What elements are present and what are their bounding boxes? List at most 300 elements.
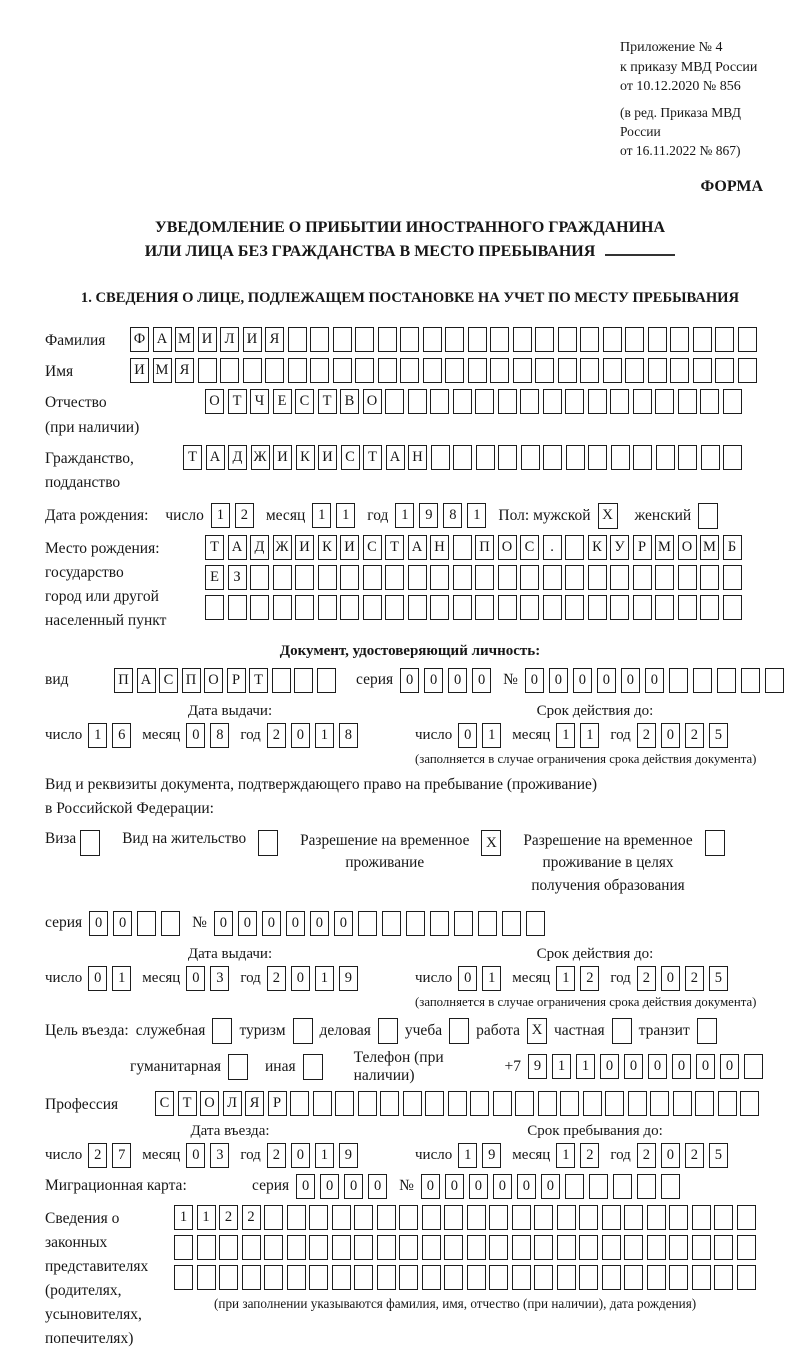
char-cell[interactable] <box>377 1265 396 1290</box>
char-cell[interactable] <box>430 595 449 620</box>
temp-residence-checkbox[interactable]: X <box>481 830 501 856</box>
char-cell[interactable] <box>444 1235 463 1260</box>
char-cell[interactable] <box>422 1265 441 1290</box>
char-cell[interactable] <box>478 911 497 936</box>
char-cell[interactable] <box>295 595 314 620</box>
char-cell[interactable] <box>408 389 427 414</box>
char-cell[interactable] <box>692 1205 711 1230</box>
char-cell[interactable] <box>717 668 736 693</box>
char-cell[interactable] <box>670 358 689 383</box>
char-cell[interactable] <box>385 389 404 414</box>
char-cell[interactable] <box>467 1205 486 1230</box>
char-cell[interactable]: 2 <box>267 723 286 748</box>
char-cell[interactable] <box>557 1205 576 1230</box>
char-cell[interactable] <box>265 358 284 383</box>
char-cell[interactable]: 0 <box>445 1174 464 1199</box>
char-cell[interactable] <box>669 1235 688 1260</box>
char-cell[interactable] <box>520 389 539 414</box>
char-cell[interactable] <box>589 1174 608 1199</box>
char-cell[interactable]: 2 <box>242 1205 261 1230</box>
char-cell[interactable]: 0 <box>696 1054 715 1079</box>
char-cell[interactable]: Ф <box>130 327 149 352</box>
char-cell[interactable]: М <box>700 535 719 560</box>
char-cell[interactable]: 8 <box>210 723 229 748</box>
char-cell[interactable]: И <box>130 358 149 383</box>
char-cell[interactable]: 0 <box>89 911 108 936</box>
char-cell[interactable]: 0 <box>296 1174 315 1199</box>
char-cell[interactable] <box>288 358 307 383</box>
char-cell[interactable] <box>445 327 464 352</box>
char-cell[interactable] <box>580 358 599 383</box>
char-cell[interactable] <box>744 1054 763 1079</box>
char-cell[interactable]: 0 <box>549 668 568 693</box>
purpose-transit-checkbox[interactable] <box>697 1018 717 1044</box>
char-cell[interactable] <box>161 911 180 936</box>
char-cell[interactable] <box>610 595 629 620</box>
char-cell[interactable] <box>377 1235 396 1260</box>
char-cell[interactable]: О <box>200 1091 219 1116</box>
char-cell[interactable] <box>355 358 374 383</box>
char-cell[interactable]: 1 <box>88 723 107 748</box>
char-cell[interactable]: 0 <box>214 911 233 936</box>
char-cell[interactable]: Р <box>227 668 246 693</box>
char-cell[interactable] <box>633 389 652 414</box>
purpose-private-checkbox[interactable] <box>612 1018 632 1044</box>
char-cell[interactable] <box>588 389 607 414</box>
char-cell[interactable] <box>493 1091 512 1116</box>
char-cell[interactable]: И <box>243 327 262 352</box>
char-cell[interactable] <box>714 1235 733 1260</box>
char-cell[interactable] <box>678 445 697 470</box>
char-cell[interactable]: 0 <box>517 1174 536 1199</box>
char-cell[interactable]: Р <box>633 535 652 560</box>
char-cell[interactable]: 0 <box>291 1143 310 1168</box>
char-cell[interactable] <box>701 445 720 470</box>
char-cell[interactable]: 0 <box>291 966 310 991</box>
char-cell[interactable]: А <box>386 445 405 470</box>
char-cell[interactable]: И <box>295 535 314 560</box>
char-cell[interactable] <box>453 535 472 560</box>
char-cell[interactable]: 0 <box>720 1054 739 1079</box>
char-cell[interactable] <box>647 1205 666 1230</box>
char-cell[interactable] <box>332 1235 351 1260</box>
char-cell[interactable]: В <box>340 389 359 414</box>
char-cell[interactable] <box>468 358 487 383</box>
char-cell[interactable] <box>264 1205 283 1230</box>
char-cell[interactable]: Т <box>205 535 224 560</box>
char-cell[interactable] <box>288 327 307 352</box>
char-cell[interactable] <box>602 1265 621 1290</box>
char-cell[interactable] <box>498 595 517 620</box>
char-cell[interactable]: 2 <box>267 1143 286 1168</box>
char-cell[interactable]: 7 <box>112 1143 131 1168</box>
char-cell[interactable]: 0 <box>113 911 132 936</box>
char-cell[interactable]: З <box>228 565 247 590</box>
char-cell[interactable] <box>737 1205 756 1230</box>
char-cell[interactable]: 1 <box>458 1143 477 1168</box>
char-cell[interactable]: 1 <box>197 1205 216 1230</box>
char-cell[interactable]: 1 <box>467 503 486 528</box>
char-cell[interactable]: Т <box>249 668 268 693</box>
char-cell[interactable]: А <box>137 668 156 693</box>
char-cell[interactable] <box>197 1265 216 1290</box>
char-cell[interactable] <box>205 595 224 620</box>
char-cell[interactable] <box>309 1265 328 1290</box>
char-cell[interactable] <box>358 911 377 936</box>
char-cell[interactable]: Т <box>178 1091 197 1116</box>
char-cell[interactable] <box>512 1265 531 1290</box>
char-cell[interactable]: 1 <box>174 1205 193 1230</box>
char-cell[interactable]: С <box>341 445 360 470</box>
char-cell[interactable] <box>453 389 472 414</box>
char-cell[interactable] <box>583 1091 602 1116</box>
char-cell[interactable] <box>220 358 239 383</box>
char-cell[interactable] <box>613 1174 632 1199</box>
char-cell[interactable] <box>741 668 760 693</box>
char-cell[interactable] <box>647 1235 666 1260</box>
char-cell[interactable]: 1 <box>482 723 501 748</box>
char-cell[interactable] <box>358 1091 377 1116</box>
char-cell[interactable] <box>430 389 449 414</box>
char-cell[interactable]: 1 <box>576 1054 595 1079</box>
char-cell[interactable]: 9 <box>339 1143 358 1168</box>
char-cell[interactable] <box>534 1205 553 1230</box>
char-cell[interactable] <box>430 911 449 936</box>
char-cell[interactable] <box>624 1265 643 1290</box>
char-cell[interactable] <box>400 358 419 383</box>
char-cell[interactable]: 0 <box>525 668 544 693</box>
char-cell[interactable] <box>430 565 449 590</box>
char-cell[interactable] <box>453 595 472 620</box>
char-cell[interactable]: А <box>206 445 225 470</box>
char-cell[interactable]: 0 <box>661 966 680 991</box>
char-cell[interactable]: М <box>655 535 674 560</box>
char-cell[interactable]: 0 <box>573 668 592 693</box>
char-cell[interactable] <box>557 1265 576 1290</box>
char-cell[interactable]: 0 <box>424 668 443 693</box>
char-cell[interactable]: М <box>153 358 172 383</box>
char-cell[interactable] <box>603 327 622 352</box>
char-cell[interactable] <box>625 358 644 383</box>
char-cell[interactable]: 8 <box>339 723 358 748</box>
char-cell[interactable]: 0 <box>88 966 107 991</box>
char-cell[interactable] <box>765 668 784 693</box>
char-cell[interactable] <box>714 1265 733 1290</box>
char-cell[interactable] <box>408 565 427 590</box>
char-cell[interactable] <box>423 358 442 383</box>
char-cell[interactable] <box>340 595 359 620</box>
char-cell[interactable]: 0 <box>448 668 467 693</box>
char-cell[interactable] <box>363 565 382 590</box>
char-cell[interactable]: 0 <box>541 1174 560 1199</box>
char-cell[interactable] <box>534 1265 553 1290</box>
char-cell[interactable]: 2 <box>235 503 254 528</box>
char-cell[interactable] <box>317 668 336 693</box>
char-cell[interactable] <box>633 445 652 470</box>
char-cell[interactable] <box>318 565 337 590</box>
char-cell[interactable] <box>475 389 494 414</box>
char-cell[interactable]: 0 <box>621 668 640 693</box>
char-cell[interactable]: Т <box>385 535 404 560</box>
char-cell[interactable] <box>579 1235 598 1260</box>
char-cell[interactable]: 2 <box>685 723 704 748</box>
char-cell[interactable] <box>498 445 517 470</box>
char-cell[interactable] <box>602 1235 621 1260</box>
char-cell[interactable]: 0 <box>624 1054 643 1079</box>
char-cell[interactable] <box>543 565 562 590</box>
char-cell[interactable]: Ж <box>251 445 270 470</box>
char-cell[interactable] <box>526 911 545 936</box>
char-cell[interactable]: 1 <box>312 503 331 528</box>
char-cell[interactable] <box>521 445 540 470</box>
char-cell[interactable] <box>399 1235 418 1260</box>
char-cell[interactable] <box>565 535 584 560</box>
char-cell[interactable] <box>610 389 629 414</box>
char-cell[interactable] <box>558 327 577 352</box>
char-cell[interactable]: 3 <box>210 966 229 991</box>
char-cell[interactable] <box>655 389 674 414</box>
char-cell[interactable] <box>448 1091 467 1116</box>
char-cell[interactable]: 1 <box>556 1143 575 1168</box>
char-cell[interactable] <box>250 595 269 620</box>
char-cell[interactable]: Е <box>273 389 292 414</box>
char-cell[interactable]: О <box>498 535 517 560</box>
char-cell[interactable] <box>309 1205 328 1230</box>
char-cell[interactable]: Я <box>175 358 194 383</box>
char-cell[interactable] <box>738 327 757 352</box>
char-cell[interactable] <box>502 911 521 936</box>
char-cell[interactable] <box>250 565 269 590</box>
char-cell[interactable] <box>444 1265 463 1290</box>
char-cell[interactable] <box>273 565 292 590</box>
char-cell[interactable] <box>512 1235 531 1260</box>
char-cell[interactable]: Т <box>363 445 382 470</box>
char-cell[interactable]: Р <box>268 1091 287 1116</box>
visa-checkbox[interactable] <box>80 830 100 856</box>
char-cell[interactable]: К <box>296 445 315 470</box>
char-cell[interactable]: И <box>318 445 337 470</box>
char-cell[interactable] <box>714 1205 733 1230</box>
char-cell[interactable] <box>453 445 472 470</box>
residence-permit-checkbox[interactable] <box>258 830 278 856</box>
char-cell[interactable]: 0 <box>320 1174 339 1199</box>
char-cell[interactable]: П <box>475 535 494 560</box>
char-cell[interactable] <box>534 1235 553 1260</box>
char-cell[interactable]: 1 <box>482 966 501 991</box>
char-cell[interactable] <box>476 445 495 470</box>
char-cell[interactable]: С <box>520 535 539 560</box>
char-cell[interactable] <box>661 1174 680 1199</box>
char-cell[interactable] <box>333 327 352 352</box>
char-cell[interactable]: 1 <box>315 723 334 748</box>
char-cell[interactable]: 6 <box>112 723 131 748</box>
char-cell[interactable] <box>333 358 352 383</box>
char-cell[interactable] <box>422 1205 441 1230</box>
char-cell[interactable] <box>625 327 644 352</box>
char-cell[interactable] <box>332 1205 351 1230</box>
char-cell[interactable] <box>400 327 419 352</box>
char-cell[interactable] <box>489 1235 508 1260</box>
char-cell[interactable]: И <box>198 327 217 352</box>
char-cell[interactable] <box>310 358 329 383</box>
char-cell[interactable] <box>468 327 487 352</box>
char-cell[interactable] <box>287 1235 306 1260</box>
purpose-business-checkbox[interactable] <box>378 1018 398 1044</box>
char-cell[interactable]: Т <box>228 389 247 414</box>
char-cell[interactable] <box>610 565 629 590</box>
char-cell[interactable]: 1 <box>580 723 599 748</box>
char-cell[interactable] <box>557 1235 576 1260</box>
char-cell[interactable] <box>650 1091 669 1116</box>
char-cell[interactable] <box>287 1205 306 1230</box>
char-cell[interactable]: А <box>153 327 172 352</box>
char-cell[interactable] <box>715 327 734 352</box>
char-cell[interactable] <box>655 595 674 620</box>
char-cell[interactable] <box>624 1205 643 1230</box>
char-cell[interactable] <box>498 389 517 414</box>
char-cell[interactable] <box>425 1091 444 1116</box>
char-cell[interactable] <box>475 595 494 620</box>
char-cell[interactable]: 0 <box>186 723 205 748</box>
char-cell[interactable] <box>512 1205 531 1230</box>
char-cell[interactable] <box>137 911 156 936</box>
char-cell[interactable] <box>588 445 607 470</box>
char-cell[interactable] <box>399 1205 418 1230</box>
char-cell[interactable] <box>219 1235 238 1260</box>
char-cell[interactable] <box>313 1091 332 1116</box>
char-cell[interactable]: 1 <box>112 966 131 991</box>
char-cell[interactable] <box>264 1265 283 1290</box>
char-cell[interactable] <box>219 1265 238 1290</box>
char-cell[interactable]: 0 <box>400 668 419 693</box>
char-cell[interactable] <box>669 1265 688 1290</box>
char-cell[interactable] <box>287 1265 306 1290</box>
char-cell[interactable]: О <box>678 535 697 560</box>
char-cell[interactable] <box>467 1235 486 1260</box>
char-cell[interactable] <box>380 1091 399 1116</box>
char-cell[interactable]: Я <box>265 327 284 352</box>
char-cell[interactable]: К <box>588 535 607 560</box>
char-cell[interactable] <box>335 1091 354 1116</box>
char-cell[interactable] <box>470 1091 489 1116</box>
char-cell[interactable] <box>565 1174 584 1199</box>
char-cell[interactable] <box>354 1205 373 1230</box>
char-cell[interactable] <box>700 595 719 620</box>
char-cell[interactable] <box>310 327 329 352</box>
char-cell[interactable] <box>535 327 554 352</box>
char-cell[interactable]: 0 <box>472 668 491 693</box>
char-cell[interactable]: М <box>175 327 194 352</box>
char-cell[interactable]: 0 <box>600 1054 619 1079</box>
char-cell[interactable] <box>740 1091 759 1116</box>
char-cell[interactable] <box>513 327 532 352</box>
char-cell[interactable] <box>382 911 401 936</box>
char-cell[interactable]: К <box>318 535 337 560</box>
char-cell[interactable]: П <box>182 668 201 693</box>
char-cell[interactable] <box>543 389 562 414</box>
char-cell[interactable]: 2 <box>637 1143 656 1168</box>
char-cell[interactable] <box>580 327 599 352</box>
char-cell[interactable] <box>340 565 359 590</box>
char-cell[interactable] <box>467 1265 486 1290</box>
char-cell[interactable] <box>692 1265 711 1290</box>
char-cell[interactable] <box>560 1091 579 1116</box>
char-cell[interactable] <box>723 389 742 414</box>
char-cell[interactable]: 1 <box>315 966 334 991</box>
char-cell[interactable]: Е <box>205 565 224 590</box>
char-cell[interactable]: 5 <box>709 1143 728 1168</box>
char-cell[interactable]: И <box>340 535 359 560</box>
char-cell[interactable] <box>692 1235 711 1260</box>
char-cell[interactable]: 8 <box>443 503 462 528</box>
char-cell[interactable] <box>354 1235 373 1260</box>
char-cell[interactable] <box>354 1265 373 1290</box>
char-cell[interactable] <box>579 1205 598 1230</box>
char-cell[interactable] <box>513 358 532 383</box>
char-cell[interactable]: Ж <box>273 535 292 560</box>
char-cell[interactable] <box>290 1091 309 1116</box>
char-cell[interactable]: 0 <box>310 911 329 936</box>
char-cell[interactable] <box>520 565 539 590</box>
char-cell[interactable] <box>490 327 509 352</box>
char-cell[interactable]: 9 <box>339 966 358 991</box>
char-cell[interactable]: 3 <box>210 1143 229 1168</box>
char-cell[interactable] <box>385 565 404 590</box>
char-cell[interactable] <box>318 595 337 620</box>
char-cell[interactable]: 2 <box>219 1205 238 1230</box>
char-cell[interactable]: П <box>114 668 133 693</box>
char-cell[interactable] <box>647 1265 666 1290</box>
char-cell[interactable]: У <box>610 535 629 560</box>
char-cell[interactable]: Н <box>430 535 449 560</box>
char-cell[interactable]: С <box>159 668 178 693</box>
char-cell[interactable] <box>637 1174 656 1199</box>
char-cell[interactable] <box>174 1265 193 1290</box>
char-cell[interactable]: С <box>363 535 382 560</box>
char-cell[interactable]: 1 <box>336 503 355 528</box>
char-cell[interactable]: 1 <box>552 1054 571 1079</box>
char-cell[interactable] <box>309 1235 328 1260</box>
char-cell[interactable] <box>723 595 742 620</box>
char-cell[interactable] <box>489 1265 508 1290</box>
char-cell[interactable] <box>489 1205 508 1230</box>
char-cell[interactable] <box>648 327 667 352</box>
char-cell[interactable] <box>422 1235 441 1260</box>
char-cell[interactable]: . <box>543 535 562 560</box>
char-cell[interactable]: 0 <box>648 1054 667 1079</box>
char-cell[interactable] <box>273 595 292 620</box>
char-cell[interactable] <box>363 595 382 620</box>
char-cell[interactable] <box>399 1265 418 1290</box>
char-cell[interactable]: Т <box>183 445 202 470</box>
char-cell[interactable] <box>515 1091 534 1116</box>
char-cell[interactable]: 2 <box>637 723 656 748</box>
char-cell[interactable]: 2 <box>580 1143 599 1168</box>
char-cell[interactable] <box>264 1235 283 1260</box>
char-cell[interactable] <box>628 1091 647 1116</box>
char-cell[interactable]: 0 <box>493 1174 512 1199</box>
char-cell[interactable]: 0 <box>645 668 664 693</box>
char-cell[interactable] <box>669 668 688 693</box>
char-cell[interactable] <box>715 358 734 383</box>
char-cell[interactable]: С <box>155 1091 174 1116</box>
char-cell[interactable] <box>243 358 262 383</box>
char-cell[interactable]: А <box>228 535 247 560</box>
char-cell[interactable] <box>588 595 607 620</box>
char-cell[interactable] <box>535 358 554 383</box>
char-cell[interactable]: 2 <box>267 966 286 991</box>
char-cell[interactable] <box>611 445 630 470</box>
